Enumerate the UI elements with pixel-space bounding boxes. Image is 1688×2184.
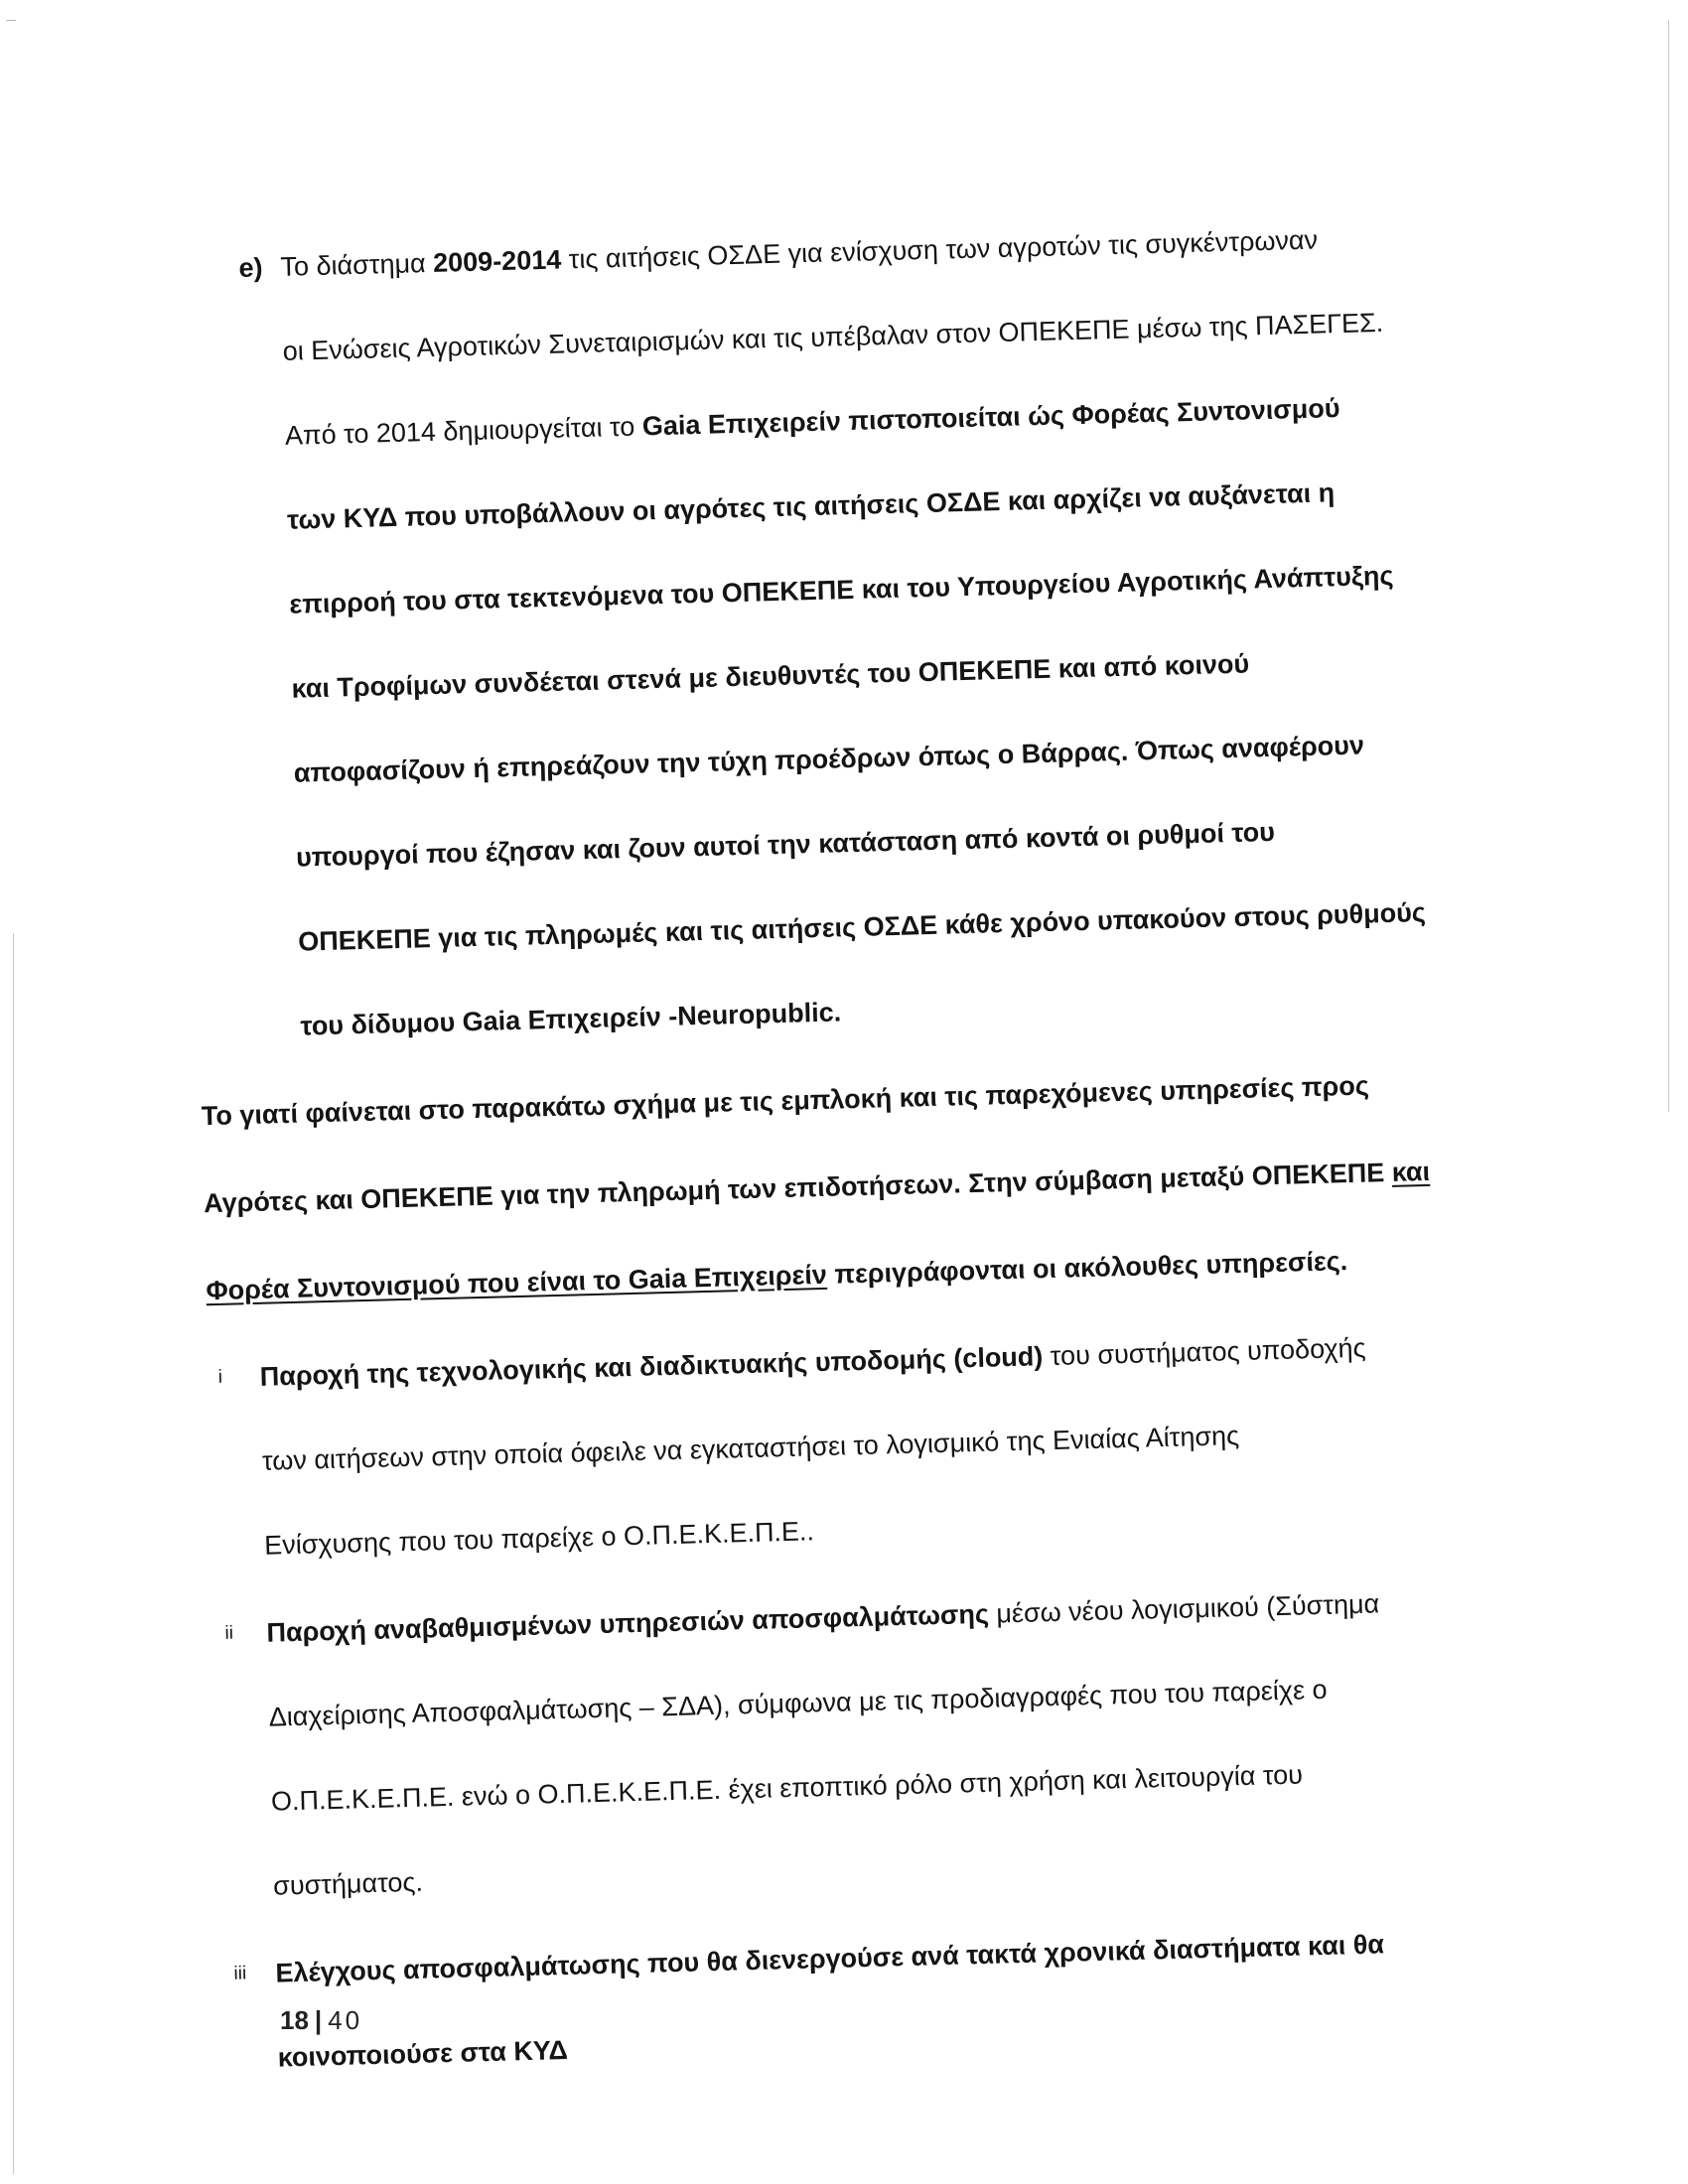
scan-mark (6, 20, 16, 21)
text-line: Αγρότες και ΟΠΕΚΕΠΕ για την πληρωμή των επιδοτήσεων. Στην σύμβαση μεταξύ ΟΠΕΚΕΠΕ και (203, 1156, 1431, 1219)
page-number: 18 (280, 2005, 309, 2035)
text-line: Το γιατί φαίνεται στο παρακάτω σχήμα με τις εμπλοκή και τις παρεχόμενες υπηρεσίες προς (201, 1070, 1370, 1132)
text-line: Ο.Π.Ε.Κ.Ε.Π.Ε. ενώ ο Ο.Π.Ε.Κ.Ε.Π.Ε. έχει εποπτικό ρόλο στη χρήση και λειτουργία του (270, 1759, 1304, 1817)
text-line: Από το 2014 δημιουργείται το Gaia Επιχειρείν πιστοποιείται ώς Φορέας Συντονισμού (284, 393, 1340, 451)
document-body (201, 216, 1498, 2124)
text-line: Το διάστημα 2009-2014 τις αιτήσεις ΟΣΔΕ για ενίσχυση των αγροτών τις συγκέντρωναν (280, 224, 1319, 282)
service-item-iii (233, 1921, 1497, 2078)
text-line: αποφασίζουν ή επηρεάζουν την τύχη προέδρων όπως ο Βάρρας. Όπως αναφέρουν (293, 730, 1365, 788)
list-marker: ii (224, 1622, 234, 1644)
text-line: Διαχείρισης Αποσφαλμάτωσης – ΣΔΑ), σύμφωνα με τις προδιαγραφές που του παρείχε ο (268, 1674, 1328, 1732)
text-line: των αιτήσεων στην οποία όφειλε να εγκαταστήσει το λογισμικό της Ενιαίας Αίτησης (261, 1421, 1240, 1476)
text-line: Ενίσχυσης που του παρείχε ο Ο.Π.Ε.Κ.Ε.Π.Ε.. (263, 1516, 815, 1561)
scan-edge-left (13, 933, 14, 2174)
scan-edge-right (1668, 20, 1669, 1112)
text-line: του δίδυμου Gaia Επιχειρείν -Neuropublic. (300, 997, 842, 1041)
text-line: ΟΠΕΚΕΠΕ για τις πληρωμές και τις αιτήσεις ΟΣΔΕ κάθε χρόνο υπακούον στους ρυθμούς (297, 896, 1427, 957)
text-line: Παροχή της τεχνολογικής και διαδικτυακής υποδομής (cloud) του συστήματος υποδοχής (259, 1332, 1366, 1392)
total-pages: 40 (328, 2005, 363, 2035)
list-marker: e) (238, 252, 263, 283)
text-line: κοινοποιούσε στα ΚΥΔ (277, 2034, 569, 2073)
text-line: Ελέγχους αποσφαλμάτωσης που θα διενεργούσε ανά τακτά χρονικά διαστήματα και θα (275, 1929, 1385, 1988)
page-footer (280, 2005, 362, 2036)
text-line: υπουργοί που έζησαν και ζουν αυτοί την κατάσταση από κοντά οι ρυθμοί του (295, 816, 1276, 873)
text-line: οι Ενώσεις Αγροτικών Συνεταιρισμών και τις υπέβαλαν στον ΟΠΕΚΕΠΕ μέσω της ΠΑΣΕΓΕΣ. (282, 307, 1384, 366)
text-line: των ΚΥΔ που υποβάλλουν οι αγρότες τις αιτήσεις ΟΣΔΕ και αρχίζει να αυξάνεται η (286, 478, 1336, 535)
text-line: επιρροή του στα τεκτενόμενα του ΟΠΕΚΕΠΕ και του Υπουργείου Αγροτικής Ανάπτυξης (289, 560, 1394, 619)
list-item-body (280, 216, 1471, 1046)
list-marker: i (217, 1366, 223, 1388)
service-item-i (217, 1325, 1483, 1567)
service-item-ii (224, 1581, 1492, 1907)
list-item-body (266, 1581, 1492, 1906)
list-item-e (238, 216, 1471, 1047)
list-marker: iii (233, 1963, 247, 1984)
text-line: συστήματος. (272, 1866, 424, 1901)
page-separator: | (314, 2005, 323, 2035)
list-item-body (259, 1325, 1483, 1566)
text-line: Παροχή αναβαθμισμένων υπηρεσιών αποσφαλμάτωσης μέσω νέου λογισμικού (Σύστημα (266, 1588, 1380, 1648)
text-line: Φορέα Συντονισμού που είναι το Gaia Επιχειρείν περιγράφονται οι ακόλουθες υπηρεσίες. (206, 1246, 1348, 1306)
intro-paragraph (201, 1063, 1477, 1310)
list-item-body (275, 1921, 1497, 2077)
text-line: και Τροφίμων συνδέεται στενά με διευθυντές του ΟΠΕΚΕΠΕ και από κοινού (291, 648, 1250, 704)
